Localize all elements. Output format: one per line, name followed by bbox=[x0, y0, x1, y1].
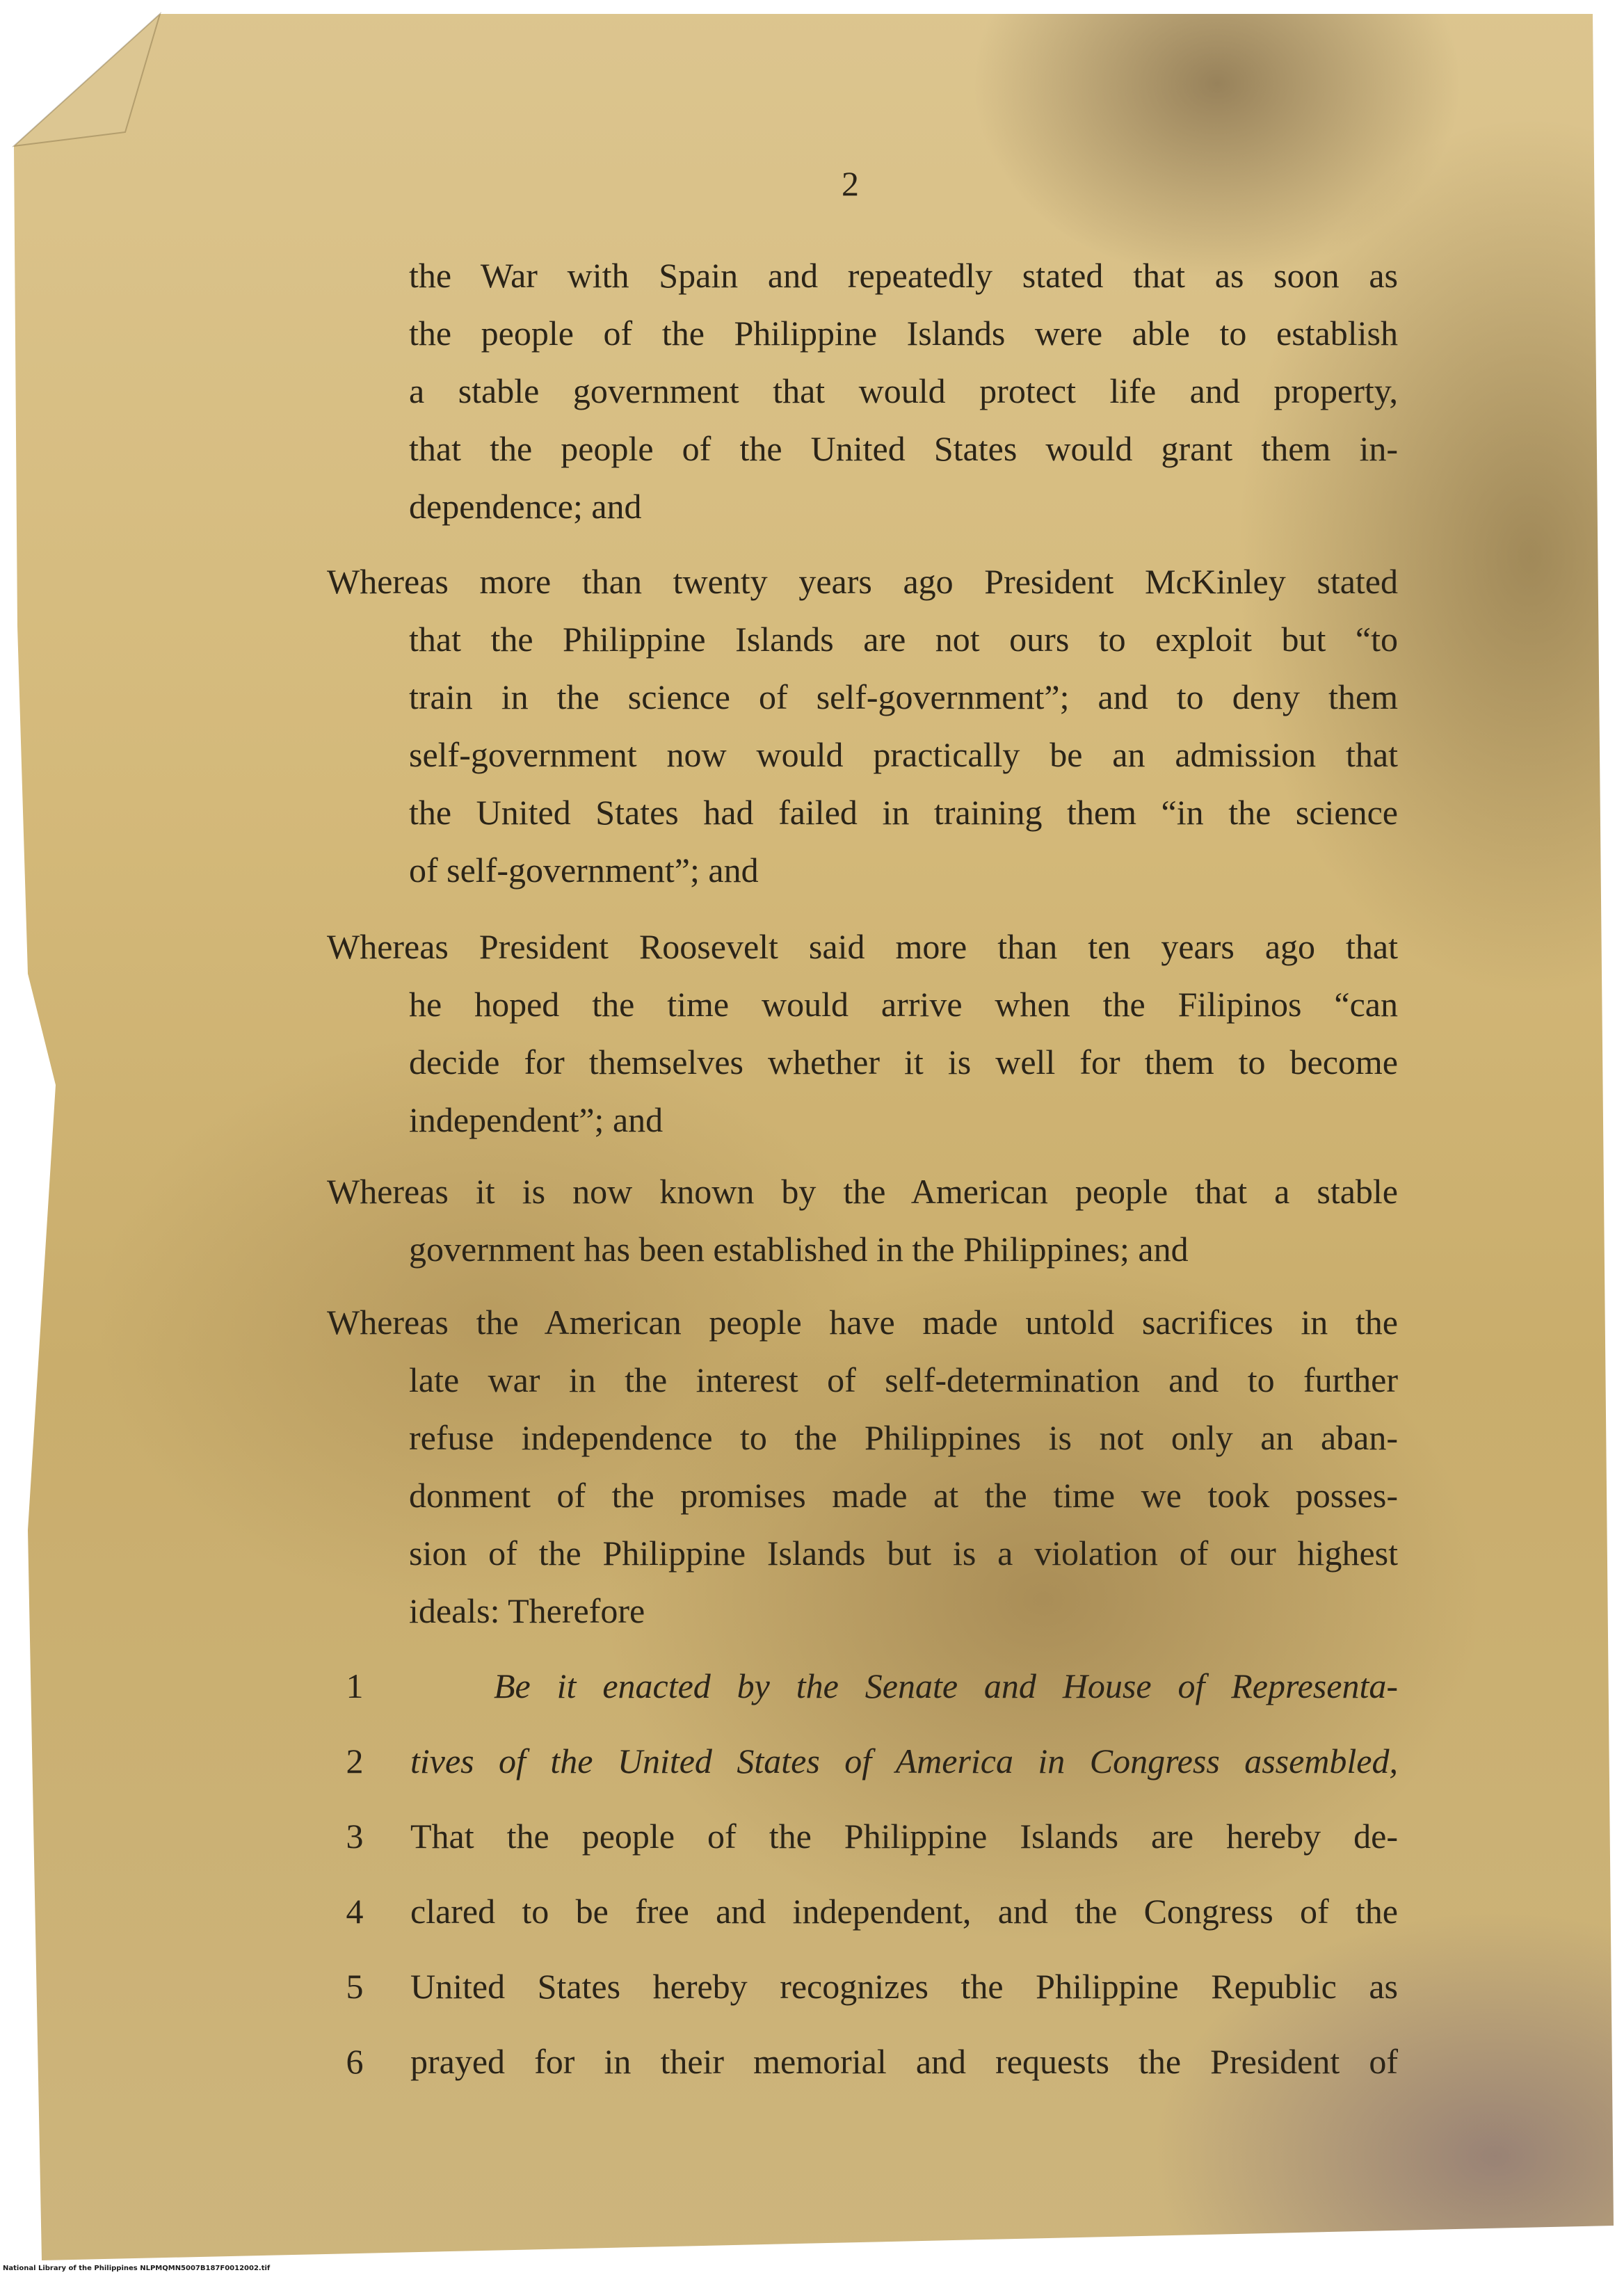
text-line: the United States had failed in training them “in the science bbox=[409, 793, 1398, 832]
text-line: that the people of the United States would grant them in- bbox=[409, 429, 1398, 468]
whereas-mckinley-paragraph bbox=[327, 553, 1398, 899]
text-line: a stable government that would protect life and property, bbox=[409, 371, 1398, 410]
line-number: 6 bbox=[346, 2042, 364, 2081]
enacting-clause bbox=[341, 1666, 1398, 2116]
line-number: 3 bbox=[346, 1817, 364, 1856]
line-text: clared to be free and independent, and the Congress of the bbox=[410, 1892, 1398, 1931]
text-line: late war in the interest of self-determination and to further bbox=[409, 1360, 1398, 1399]
line-text: prayed for in their memorial and requests the President of bbox=[410, 2042, 1398, 2081]
text-line: Whereas it is now known by the American people that a stable bbox=[327, 1172, 1398, 1211]
numbered-line bbox=[341, 1666, 1398, 1741]
whereas-stable-government-paragraph bbox=[327, 1163, 1398, 1278]
whereas-sacrifices-paragraph bbox=[327, 1294, 1398, 1640]
line-text: Be it enacted by the Senate and House of Representa- bbox=[494, 1666, 1398, 1705]
text-line: sion of the Philippine Islands but is a violation of our highest bbox=[409, 1534, 1398, 1573]
text-line: Whereas more than twenty years ago President McKinley stated bbox=[327, 562, 1398, 601]
text-line: of self-government”; and bbox=[409, 851, 759, 890]
text-line: he hoped the time would arrive when the Filipinos “can bbox=[409, 985, 1398, 1024]
line-number: 4 bbox=[346, 1892, 364, 1931]
text-line: Whereas President Roosevelt said more than ten years ago that bbox=[327, 927, 1398, 966]
line-number: 1 bbox=[346, 1666, 364, 1705]
text-line: ideals: Therefore bbox=[409, 1591, 645, 1630]
line-number: 5 bbox=[346, 1967, 364, 2006]
numbered-line bbox=[341, 1966, 1398, 2041]
text-line: the people of the Philippine Islands were able to establish bbox=[409, 314, 1398, 353]
numbered-line bbox=[341, 1891, 1398, 1966]
text-line: refuse independence to the Philippines is not only an aban- bbox=[409, 1418, 1398, 1457]
text-line: donment of the promises made at the time we took posses- bbox=[409, 1476, 1398, 1515]
preamble-paragraph-1 bbox=[327, 247, 1398, 536]
text-line: government has been established in the Philippines; and bbox=[409, 1230, 1189, 1269]
numbered-line bbox=[341, 1816, 1398, 1891]
archive-footer-label: National Library of the Philippines NLPMQMN5007B187F0012002.tif bbox=[3, 2265, 271, 2272]
text-line: self-government now would practically be an admission that bbox=[409, 735, 1398, 774]
page-number: 2 bbox=[842, 164, 859, 203]
numbered-line bbox=[341, 1741, 1398, 1816]
whereas-roosevelt-paragraph bbox=[327, 918, 1398, 1149]
line-text: tives of the United States of America in Congress assembled, bbox=[410, 1742, 1398, 1780]
text-line: Whereas the American people have made untold sacrifices in the bbox=[327, 1303, 1398, 1342]
numbered-line bbox=[341, 2041, 1398, 2116]
line-number: 2 bbox=[346, 1742, 364, 1780]
text-line: train in the science of self-government”; and to deny them bbox=[409, 677, 1398, 716]
text-line: independent”; and bbox=[409, 1100, 664, 1139]
line-text: That the people of the Philippine Islands are hereby de- bbox=[410, 1817, 1398, 1856]
text-line: that the Philippine Islands are not ours to exploit but “to bbox=[409, 620, 1398, 659]
text-line: dependence; and bbox=[409, 487, 642, 526]
text-line: the War with Spain and repeatedly stated that as soon as bbox=[409, 256, 1398, 295]
line-text: United States hereby recognizes the Philippine Republic as bbox=[410, 1967, 1398, 2006]
text-line: decide for themselves whether it is well for them to become bbox=[409, 1043, 1398, 1082]
